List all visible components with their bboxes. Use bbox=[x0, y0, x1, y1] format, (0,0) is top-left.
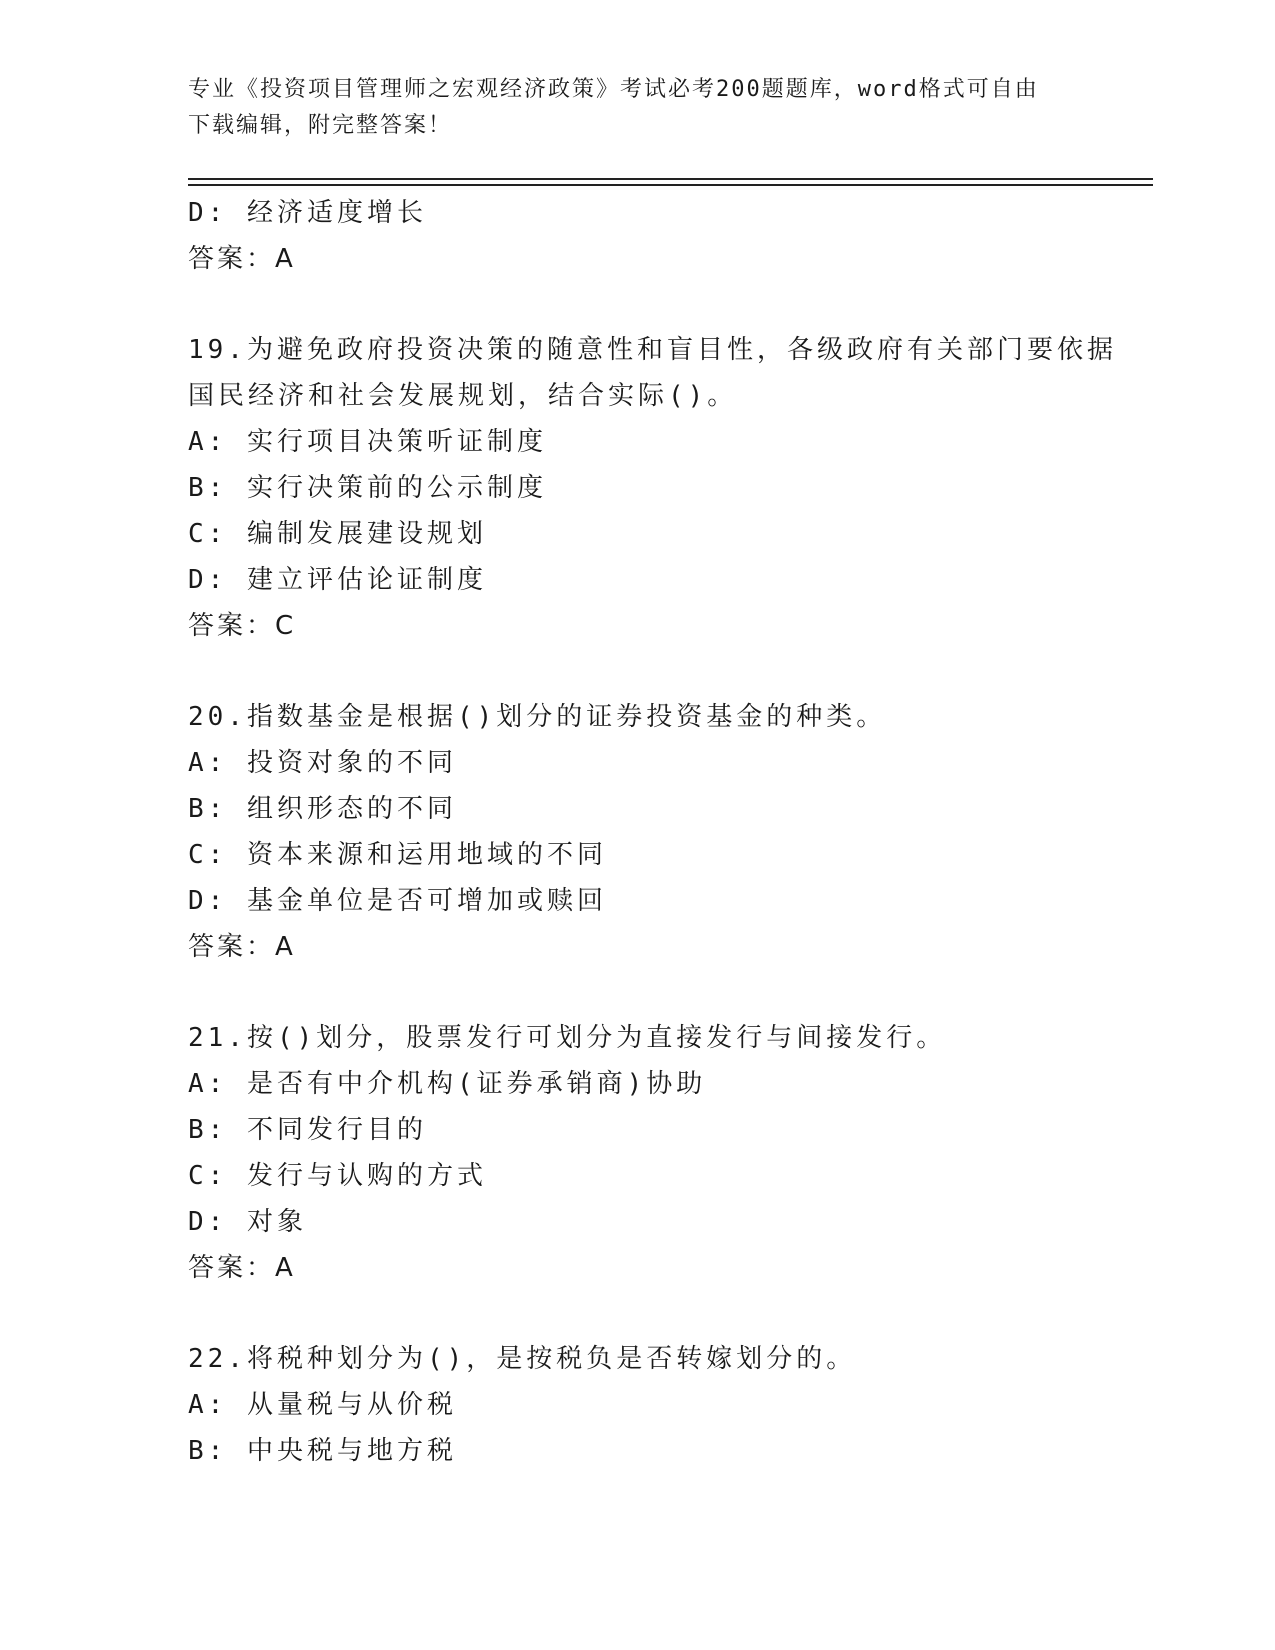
answer: 答案：A bbox=[188, 932, 296, 962]
option-a: A: 实行项目决策听证制度 bbox=[188, 427, 547, 457]
header-line-2: 下载编辑，附完整答案！ bbox=[188, 113, 453, 138]
question-20 bbox=[188, 694, 1148, 970]
option-a: A: 投资对象的不同 bbox=[188, 748, 457, 778]
question-text: 21.按()划分，股票发行可划分为直接发行与间接发行。 bbox=[188, 1023, 947, 1053]
document-header bbox=[188, 72, 1088, 144]
question-list bbox=[188, 190, 1148, 1474]
prev-option-d: D: 经济适度增长 bbox=[188, 198, 427, 228]
option-b: B: 中央税与地方税 bbox=[188, 1436, 457, 1466]
question-text-cont: 国民经济和社会发展规划，结合实际()。 bbox=[188, 381, 738, 411]
option-c: C: 发行与认购的方式 bbox=[188, 1161, 487, 1191]
answer: 答案：A bbox=[188, 1253, 296, 1283]
option-d: D: 基金单位是否可增加或赎回 bbox=[188, 886, 607, 916]
option-c: C: 资本来源和运用地域的不同 bbox=[188, 840, 607, 870]
option-d: D: 对象 bbox=[188, 1207, 307, 1237]
header-rule-top bbox=[188, 178, 1153, 180]
option-b: B: 组织形态的不同 bbox=[188, 794, 457, 824]
option-a: A: 从量税与从价税 bbox=[188, 1390, 457, 1420]
answer: 答案：C bbox=[188, 611, 297, 641]
option-d: D: 建立评估论证制度 bbox=[188, 565, 487, 595]
question-text: 19.为避免政府投资决策的随意性和盲目性，各级政府有关部门要依据 bbox=[188, 335, 1117, 365]
question-22 bbox=[188, 1336, 1148, 1474]
option-b: B: 不同发行目的 bbox=[188, 1115, 427, 1145]
question-21 bbox=[188, 1015, 1148, 1291]
question-text: 20.指数基金是根据()划分的证券投资基金的种类。 bbox=[188, 702, 887, 732]
question-19 bbox=[188, 327, 1148, 649]
option-b: B: 实行决策前的公示制度 bbox=[188, 473, 547, 503]
question-text: 22.将税种划分为()，是按税负是否转嫁划分的。 bbox=[188, 1344, 857, 1374]
header-line-1: 专业《投资项目管理师之宏观经济政策》考试必考200题题库，word格式可自由 bbox=[188, 77, 1039, 102]
prev-answer: 答案：A bbox=[188, 244, 296, 274]
option-c: C: 编制发展建设规划 bbox=[188, 519, 487, 549]
option-a: A: 是否有中介机构(证券承销商)协助 bbox=[188, 1069, 707, 1099]
header-rule-bottom bbox=[188, 184, 1153, 186]
